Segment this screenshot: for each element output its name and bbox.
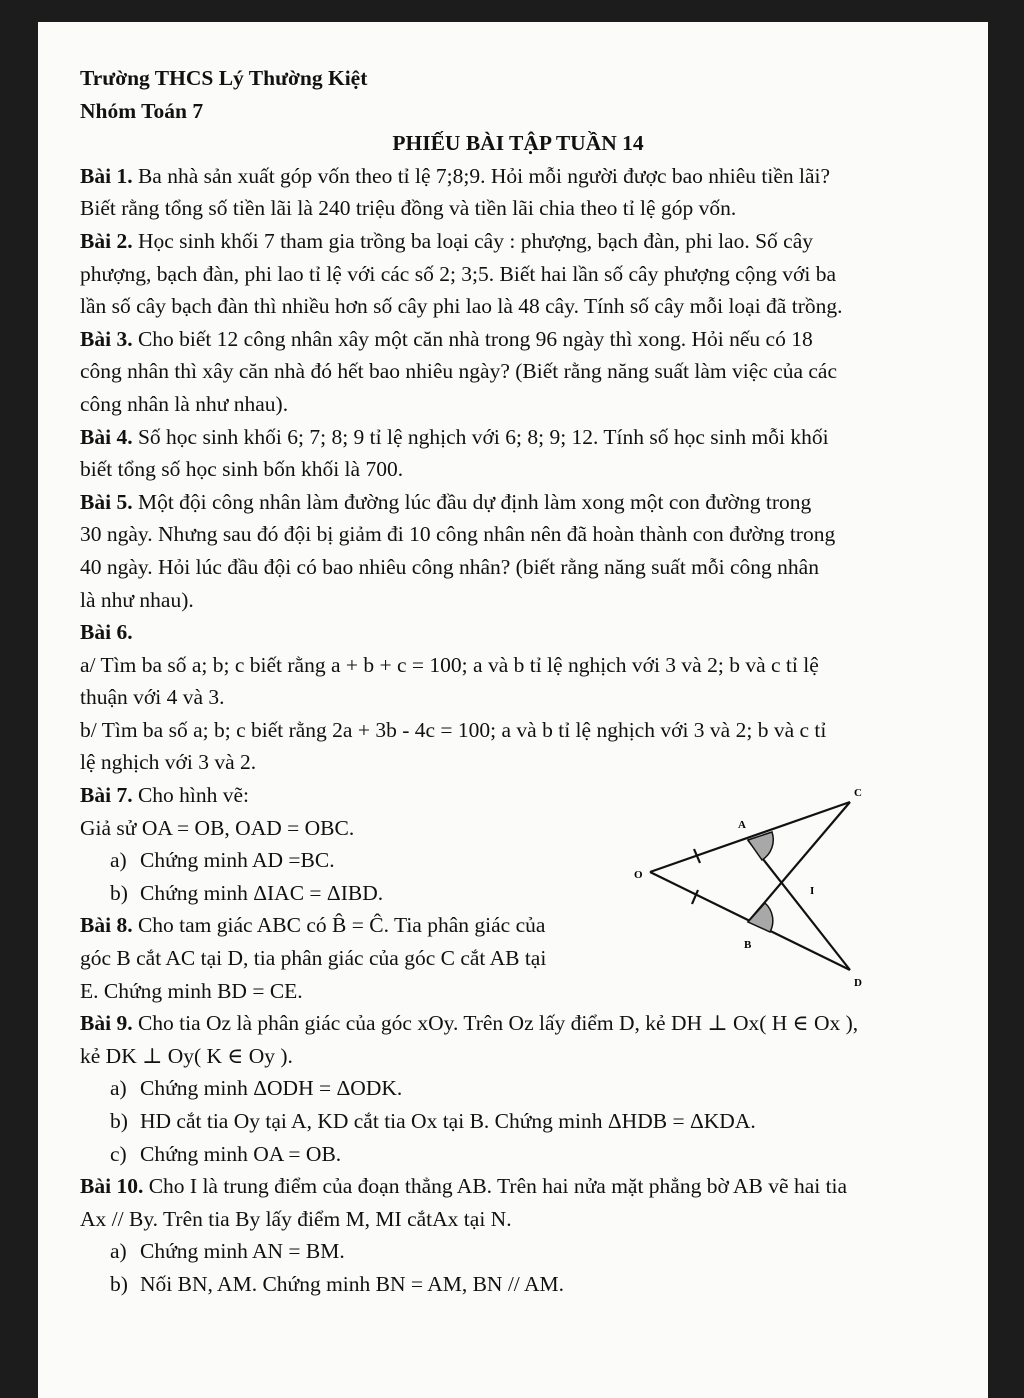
problem-6b: b/ Tìm ba số a; b; c biết rằng 2a + 3b - 4c = 100; a và b tỉ lệ nghịch với 3 và 2; b và c tỉ (80, 717, 827, 742)
problem-label: Bài 9. (80, 1011, 133, 1036)
problem-3 (80, 323, 956, 356)
problem-label: Bài 8. (80, 913, 133, 938)
point-label-c: C (854, 787, 862, 799)
problem-label: Bài 1. (80, 163, 133, 188)
problem-label: Bài 2. (80, 228, 133, 253)
problem-text: lệ nghịch với 3 và 2. (80, 750, 257, 775)
problem-text: là như nhau). (80, 587, 194, 612)
problem-9-item-b (80, 1105, 956, 1138)
problem-label: Bài 10. (80, 1174, 144, 1199)
problem-4 (80, 421, 956, 454)
worksheet-page (38, 22, 988, 1398)
geometry-figure (610, 782, 870, 1002)
item-label: a) (110, 1239, 127, 1264)
point-label-b: B (744, 939, 752, 951)
problem-text: biết tổng số học sinh bốn khối là 700. (80, 457, 404, 482)
problem-text: thuận với 4 và 3. (80, 685, 225, 710)
point-label-d: D (854, 977, 862, 989)
problem-text: lần số cây bạch đàn thì nhiều hơn số cây phi lao là 48 cây. Tính số cây mỗi loại đã trồng. (80, 294, 843, 319)
problem-1 (80, 160, 956, 193)
problem-9 (80, 1007, 956, 1040)
group-name: Nhóm Toán 7 (80, 98, 204, 123)
item-label: b) (110, 1271, 128, 1296)
problem-text: công nhân thì xây căn nhà đó hết bao nhiêu ngày? (Biết rằng năng suất làm việc của các (80, 359, 837, 384)
item-text: Chứng minh AN = BM. (140, 1239, 345, 1264)
problem-text: Ba nhà sản xuất góp vốn theo tỉ lệ 7;8;9. Hỏi mỗi người được bao nhiêu tiền lãi? (132, 163, 831, 188)
problem-label: Bài 3. (80, 326, 133, 351)
problem-text: Học sinh khối 7 tham gia trồng ba loại cây : phượng, bạch đàn, phi lao. Số cây (132, 228, 813, 253)
item-label: b) (110, 1109, 128, 1133)
angle-mark-b (748, 903, 773, 932)
problem-text: Một đội công nhân làm đường lúc đầu dự định làm xong một con đường trong (132, 489, 812, 514)
problem-10-item-a (80, 1235, 956, 1268)
worksheet-content (80, 62, 956, 1301)
problem-9-item-c (80, 1138, 956, 1171)
problem-10-item-b (80, 1268, 956, 1301)
problem-text: Biết rằng tổng số tiền lãi là 240 triệu đồng và tiền lãi chia theo tỉ lệ góp vốn. (80, 196, 737, 221)
point-label-i: I (810, 885, 815, 897)
point-label-a: A (738, 819, 746, 831)
problem-10 (80, 1170, 956, 1203)
problem-text: Ax // By. Trên tia By lấy điểm M, MI cắtAx tại N. (80, 1206, 512, 1231)
problem-text: 30 ngày. Nhưng sau đó đội bị giảm đi 10 công nhân nên đã hoàn thành con đường trong (80, 522, 836, 547)
item-text: HD cắt tia Oy tại A, KD cắt tia Ox tại B. Chứng minh ΔHDB = ΔKDA. (140, 1109, 756, 1133)
problem-8 (80, 909, 588, 942)
problem-label: Bài 5. (80, 489, 133, 514)
problem-text: công nhân là như nhau). (80, 391, 289, 416)
problem-text: Cho hình vẽ: (132, 783, 250, 808)
problem-label: Bài 4. (80, 424, 133, 449)
item-text: Chứng minh ΔODH = ΔODK. (140, 1076, 403, 1101)
problem-text: phượng, bạch đàn, phi lao tỉ lệ với các số 2; 3;5. Biết hai lần số cây phượng cộng với ba (80, 261, 837, 286)
item-label: a) (110, 1076, 127, 1101)
problem-text: Cho I là trung điểm của đoạn thẳng AB. Trên hai nửa mặt phẳng bờ AB vẽ hai tia (143, 1174, 848, 1199)
problem-7-block (80, 779, 588, 1007)
problem-text: góc B cắt AC tại D, tia phân giác của góc C cắt AB tại (80, 946, 547, 971)
item-text: Chứng minh ΔIAC = ΔIBD. (140, 880, 384, 905)
point-label-o: O (634, 869, 643, 881)
problem-text: 40 ngày. Hỏi lúc đầu đội có bao nhiêu công nhân? (biết rằng năng suất mỗi công nhân (80, 554, 819, 579)
problem-7-item-a (80, 844, 588, 877)
problem-label: Bài 7. (80, 783, 133, 808)
school-name: Trường THCS Lý Thường Kiệt (80, 66, 368, 90)
problem-text: kẻ DK ⊥ Oy( K ∈ Oy ). (80, 1043, 293, 1068)
problem-text: Cho tam giác ABC có B̂ = Ĉ. Tia phân giác của (132, 913, 546, 938)
item-text: Chứng minh OA = OB. (140, 1141, 342, 1166)
item-label: b) (110, 880, 128, 905)
problem-6-label: Bài 6. (80, 620, 133, 645)
problem-9-item-a (80, 1072, 956, 1105)
problem-text: Số học sinh khối 6; 7; 8; 9 tỉ lệ nghịch với 6; 8; 9; 12. Tính số học sinh mỗi khối (132, 424, 829, 449)
problem-7-item-b (80, 877, 588, 910)
page-title: PHIẾU BÀI TẬP TUẦN 14 (392, 131, 644, 156)
item-text: Nối BN, AM. Chứng minh BN = AM, BN // AM. (140, 1271, 564, 1296)
problem-7 (80, 779, 588, 812)
problem-5 (80, 486, 956, 519)
problem-6a: a/ Tìm ba số a; b; c biết rằng a + b + c = 100; a và b tỉ lệ nghịch với 3 và 2; b và c tỉ lệ (80, 652, 819, 677)
problem-text: Cho tia Oz là phân giác của góc xOy. Trên Oz lấy điểm D, kẻ DH ⊥ Ox( H ∈ Ox ), (132, 1011, 859, 1036)
problem-2 (80, 225, 956, 258)
item-label: a) (110, 848, 127, 873)
problem-text: Cho biết 12 công nhân xây một căn nhà trong 96 ngày thì xong. Hỏi nếu có 18 (132, 326, 813, 351)
item-label: c) (110, 1141, 127, 1166)
item-text: Chứng minh AD =BC. (140, 848, 335, 873)
problem-text: E. Chứng minh BD = CE. (80, 978, 303, 1003)
problem-7-given: Giả sử OA = OB, OAD = OBC. (80, 815, 355, 840)
